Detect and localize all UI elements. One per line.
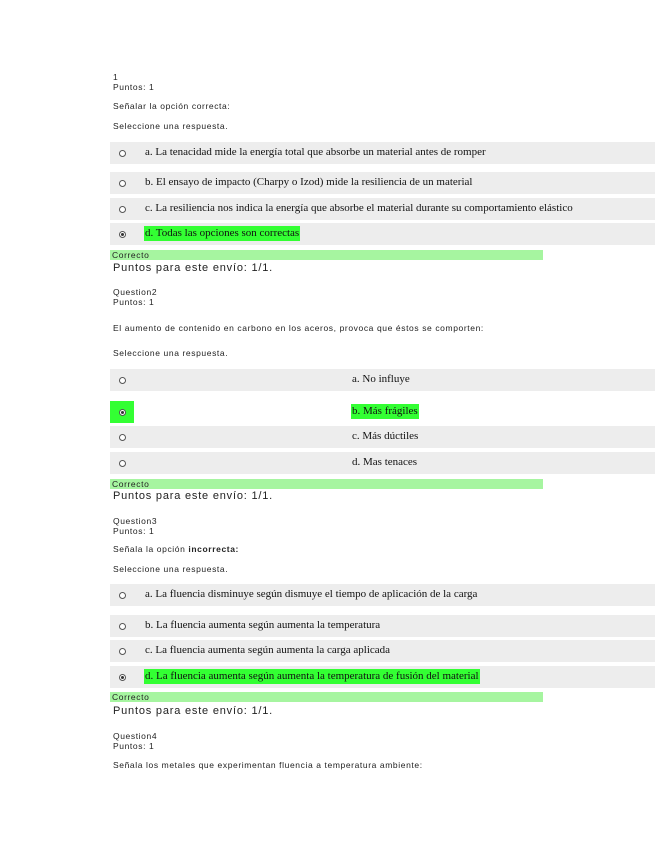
radio-button-checked[interactable]	[119, 674, 126, 681]
score-text: Puntos para este envío: 1/1.	[113, 490, 273, 502]
question-prompt: Señalar la opción correcta:	[113, 101, 231, 111]
answer-option-selected[interactable]	[110, 223, 655, 245]
question-instruction: Seleccione una respuesta.	[113, 121, 229, 131]
question-points: Puntos: 1	[113, 526, 155, 536]
radio-cell[interactable]	[110, 426, 134, 448]
answer-option[interactable]	[110, 198, 655, 220]
question-instruction: Seleccione una respuesta.	[113, 564, 229, 574]
radio-button[interactable]	[119, 648, 126, 655]
question-prompt: El aumento de contenido en carbono en los aceros, provoca que éstos se comporten:	[113, 323, 484, 333]
radio-button[interactable]	[119, 150, 126, 157]
question-points: Puntos: 1	[113, 741, 155, 751]
option-label: a. No influye	[352, 373, 410, 385]
radio-cell[interactable]	[110, 198, 134, 220]
radio-button[interactable]	[119, 434, 126, 441]
score-text: Puntos para este envío: 1/1.	[113, 705, 273, 717]
option-label: d. La fluencia aumenta según aumenta la temperatura de fusión del material	[145, 670, 479, 682]
result-label: Correcto	[112, 692, 150, 702]
answer-option[interactable]	[110, 369, 655, 391]
result-bar	[110, 479, 543, 489]
radio-button[interactable]	[119, 180, 126, 187]
question-number: Question4	[113, 731, 158, 741]
radio-button-checked[interactable]	[119, 231, 126, 238]
option-label: d. Mas tenaces	[352, 456, 418, 468]
question-points: Puntos: 1	[113, 82, 155, 92]
prompt-emphasis: incorrecta:	[188, 544, 239, 554]
radio-cell[interactable]	[110, 615, 134, 637]
radio-cell[interactable]	[110, 369, 134, 391]
answer-option[interactable]	[110, 584, 655, 606]
option-label: d. Todas las opciones son correctas	[145, 227, 300, 239]
answer-option[interactable]	[110, 615, 655, 637]
question-number: Question3	[113, 516, 158, 526]
option-label: c. La resiliencia nos indica la energía que absorbe el material durante su comportamiento elástico	[145, 202, 573, 214]
question-number: Question2	[113, 287, 158, 297]
radio-cell[interactable]	[110, 452, 134, 474]
question-points: Puntos: 1	[113, 297, 155, 307]
radio-cell[interactable]	[110, 223, 134, 245]
result-label: Correcto	[112, 479, 150, 489]
option-label: c. La fluencia aumenta según aumenta la carga aplicada	[145, 644, 391, 656]
answer-option-selected[interactable]	[110, 401, 655, 423]
radio-button-checked[interactable]	[119, 409, 126, 416]
score-text: Puntos para este envío: 1/1.	[113, 262, 273, 274]
option-label: b. La fluencia aumenta según aumenta la temperatura	[145, 619, 381, 631]
question-prompt	[113, 544, 239, 554]
radio-button[interactable]	[119, 460, 126, 467]
option-label: c. Más dúctiles	[352, 430, 419, 442]
question-number: 1	[113, 72, 119, 82]
radio-cell[interactable]	[110, 640, 134, 662]
result-label: Correcto	[112, 250, 150, 260]
radio-cell[interactable]	[110, 584, 134, 606]
answer-option[interactable]	[110, 640, 655, 662]
radio-button[interactable]	[119, 623, 126, 630]
answer-option[interactable]	[110, 426, 655, 448]
radio-cell[interactable]	[110, 666, 134, 688]
radio-button[interactable]	[119, 206, 126, 213]
radio-cell[interactable]	[110, 172, 134, 194]
result-bar	[110, 692, 543, 702]
option-label: b. Más frágiles	[352, 405, 418, 417]
answer-option[interactable]	[110, 452, 655, 474]
answer-option[interactable]	[110, 142, 655, 164]
option-label: a. La fluencia disminuye según dismuye el tiempo de aplicación de la carga	[145, 588, 478, 600]
question-prompt: Señala los metales que experimentan fluencia a temperatura ambiente:	[113, 760, 423, 770]
option-label: b. El ensayo de impacto (Charpy o Izod) mide la resiliencia de un material	[145, 176, 473, 188]
radio-cell[interactable]	[110, 142, 134, 164]
prompt-text: Señala la opción	[113, 544, 189, 554]
option-label: a. La tenacidad mide la energía total que absorbe un material antes de romper	[145, 146, 486, 158]
radio-button[interactable]	[119, 592, 126, 599]
result-bar	[110, 250, 543, 260]
radio-button[interactable]	[119, 377, 126, 384]
radio-cell[interactable]	[110, 401, 134, 423]
question-instruction: Seleccione una respuesta.	[113, 348, 229, 358]
answer-option[interactable]	[110, 172, 655, 194]
answer-option-selected[interactable]	[110, 666, 655, 688]
